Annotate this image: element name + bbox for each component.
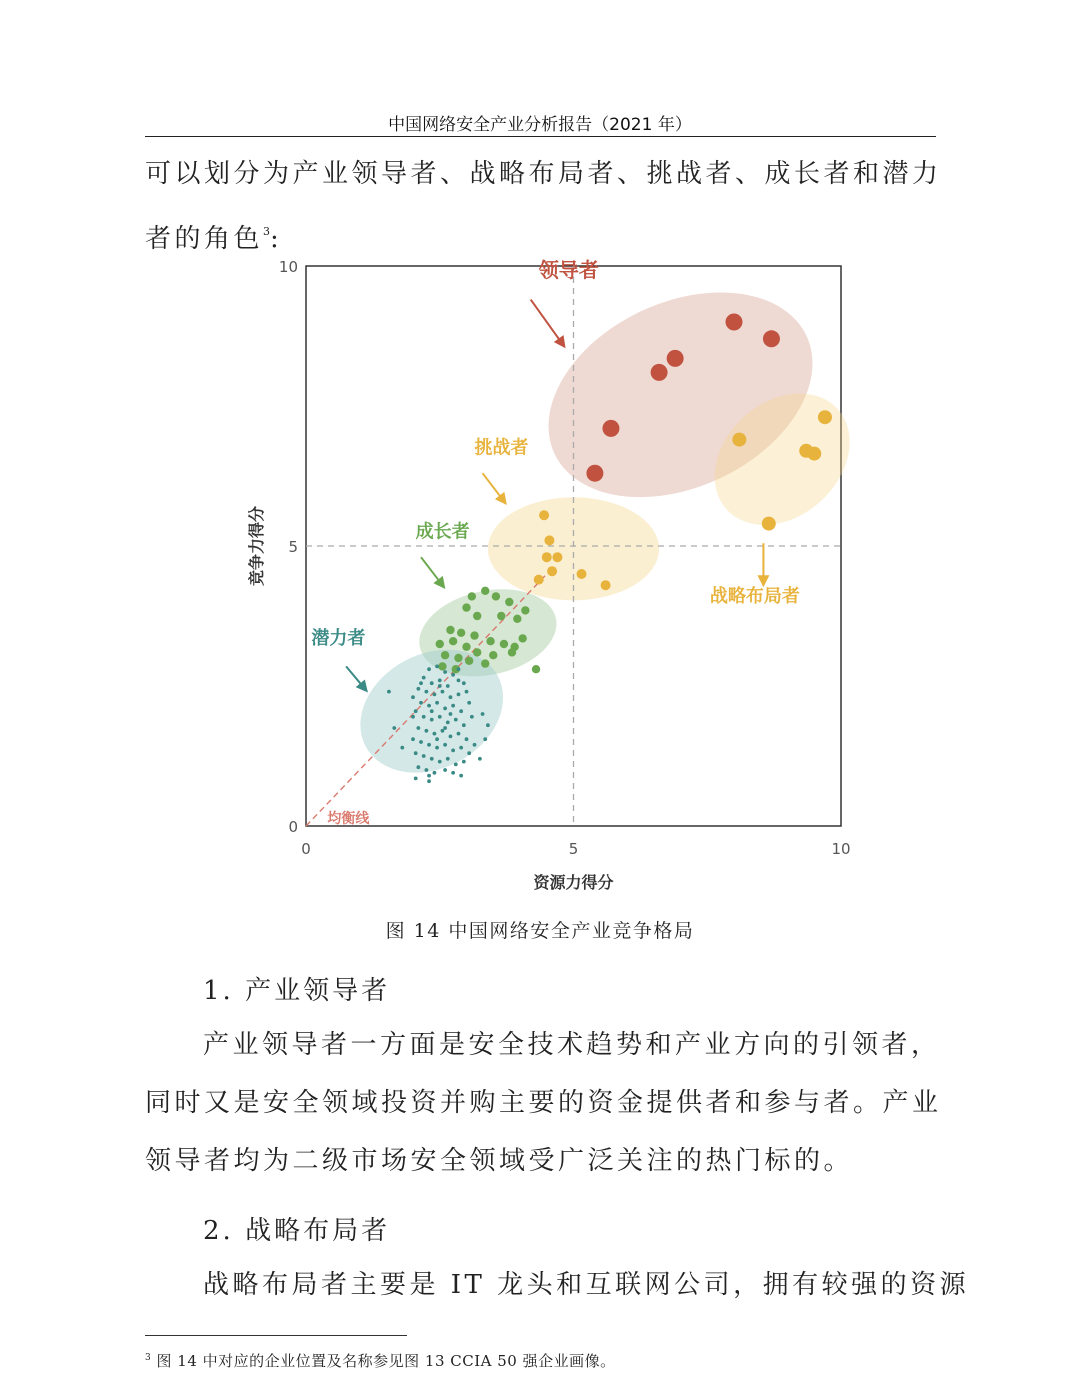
data-point-grower-23 [454, 654, 462, 662]
data-point-grower-12 [486, 637, 494, 645]
data-point-potential-2 [443, 670, 447, 674]
data-point-potential-41 [427, 743, 431, 747]
data-point-potential-17 [411, 695, 415, 699]
data-point-grower-20 [489, 651, 497, 659]
data-point-potential-12 [433, 693, 437, 697]
data-point-potential-18 [419, 701, 423, 705]
data-point-potential-69 [473, 743, 477, 747]
x-tick-label-2: 10 [831, 840, 851, 858]
section2-paragraph [203, 1256, 1003, 1314]
data-point-leader-4 [726, 314, 743, 331]
data-point-potential-60 [414, 777, 418, 781]
footnote [145, 1350, 616, 1371]
data-point-grower-16 [436, 640, 444, 648]
footnote-mark: 3 [145, 1353, 152, 1363]
data-point-challenger-7 [601, 580, 611, 590]
data-point-challenger-2 [542, 552, 552, 562]
data-point-potential-79 [457, 667, 461, 671]
data-point-potential-36 [441, 729, 445, 733]
data-point-potential-55 [424, 768, 428, 772]
data-point-potential-61 [427, 779, 431, 783]
data-point-grower-15 [518, 634, 526, 642]
data-point-potential-45 [459, 746, 463, 750]
data-point-grower-17 [449, 637, 457, 645]
group-arrow-grower [421, 557, 442, 585]
data-point-potential-24 [467, 701, 471, 705]
data-point-grower-13 [500, 640, 508, 648]
x-tick-label-0: 0 [301, 840, 311, 858]
data-point-grower-1 [481, 587, 489, 595]
data-point-potential-54 [416, 765, 420, 769]
data-point-leader-1 [602, 420, 619, 437]
data-point-grower-24 [465, 657, 473, 665]
group-arrow-challenger [483, 473, 504, 501]
data-point-potential-1 [435, 665, 439, 669]
data-point-challenger-5 [534, 575, 544, 585]
data-point-potential-71 [483, 737, 487, 741]
chart-svg [240, 258, 880, 898]
data-point-strategic-2 [807, 447, 821, 461]
intro-line-2-end: : [270, 224, 283, 254]
data-point-potential-9 [462, 681, 466, 685]
data-point-potential-23 [459, 709, 463, 713]
data-point-grower-19 [473, 648, 481, 656]
y-tick-label-0: 0 [288, 818, 298, 836]
data-point-potential-28 [438, 715, 442, 719]
data-point-potential-32 [470, 715, 474, 719]
data-point-potential-29 [446, 721, 450, 725]
data-point-potential-40 [419, 740, 423, 744]
data-point-grower-26 [438, 662, 446, 670]
data-point-potential-8 [446, 684, 450, 688]
data-point-potential-27 [430, 718, 434, 722]
data-point-potential-22 [451, 704, 455, 708]
balance-line-label: 均衡线 [327, 811, 370, 828]
data-point-potential-76 [411, 715, 415, 719]
footnote-text: 图 14 中对应的企业位置及名称参见图 13 CCIA 50 强企业画像。 [151, 1352, 616, 1370]
data-point-potential-30 [454, 718, 458, 722]
section1-paragraph [145, 1016, 945, 1190]
data-point-grower-22 [441, 651, 449, 659]
data-point-grower-0 [468, 592, 476, 600]
x-axis-label: 资源力得分 [533, 873, 614, 892]
data-point-grower-9 [446, 626, 454, 634]
data-point-potential-38 [457, 732, 461, 736]
data-point-potential-67 [411, 737, 415, 741]
data-point-challenger-0 [539, 510, 549, 520]
data-point-grower-21 [508, 648, 516, 656]
data-point-grower-4 [462, 603, 470, 611]
data-point-potential-42 [435, 746, 439, 750]
data-point-challenger-3 [552, 552, 562, 562]
data-point-potential-19 [427, 704, 431, 708]
data-point-potential-59 [459, 774, 463, 778]
data-point-potential-15 [457, 693, 461, 697]
data-point-potential-44 [451, 749, 455, 753]
y-tick-label-1: 5 [288, 538, 298, 556]
data-point-potential-4 [457, 679, 461, 683]
data-point-potential-47 [414, 751, 418, 755]
data-point-potential-31 [462, 723, 466, 727]
data-point-potential-51 [446, 757, 450, 761]
data-point-leader-0 [586, 465, 603, 482]
data-point-grower-8 [521, 606, 529, 614]
data-point-potential-48 [422, 754, 426, 758]
data-point-potential-68 [427, 774, 431, 778]
data-point-grower-2 [492, 592, 500, 600]
page-header-title: 中国网络安全产业分析报告（2021 年） [388, 115, 692, 135]
data-point-potential-74 [430, 709, 434, 713]
section1-line-2: 同时又是安全领域投资并购主要的资金提供者和参与者。产业 [145, 1088, 942, 1118]
data-point-leader-3 [667, 350, 684, 367]
data-point-strategic-3 [818, 410, 832, 424]
data-point-potential-50 [438, 760, 442, 764]
group-label-grower: 成长者 [415, 521, 470, 543]
data-point-potential-63 [486, 723, 490, 727]
data-point-potential-78 [435, 737, 439, 741]
data-point-potential-37 [449, 735, 453, 739]
data-point-potential-14 [449, 695, 453, 699]
y-tick-label-2: 10 [278, 258, 298, 276]
data-point-leader-2 [651, 364, 668, 381]
data-point-potential-10 [416, 687, 420, 691]
intro-line-1: 可以划分为产业领导者、战略布局者、挑战者、成长者和潜力 [145, 159, 942, 189]
data-point-grower-11 [470, 631, 478, 639]
data-point-grower-7 [513, 615, 521, 623]
data-point-leader-5 [763, 330, 780, 347]
group-arrow-leader [531, 300, 563, 345]
data-point-grower-3 [505, 598, 513, 606]
group-label-leader: 领导者 [538, 258, 599, 283]
data-point-potential-57 [443, 768, 447, 772]
data-point-potential-16 [465, 690, 469, 694]
data-point-potential-73 [438, 684, 442, 688]
data-point-potential-62 [481, 712, 485, 716]
data-point-potential-0 [427, 667, 431, 671]
data-point-potential-13 [441, 690, 445, 694]
footnote-ref[interactable]: 3 [263, 225, 271, 238]
data-point-challenger-1 [544, 535, 554, 545]
data-point-grower-10 [457, 629, 465, 637]
data-point-potential-35 [433, 732, 437, 736]
data-point-potential-25 [414, 709, 418, 713]
data-point-potential-64 [387, 690, 391, 694]
data-point-potential-33 [416, 726, 420, 730]
x-tick-label-1: 5 [568, 840, 579, 858]
data-point-potential-20 [435, 701, 439, 705]
data-point-potential-65 [392, 726, 396, 730]
competition-chart [240, 258, 880, 898]
section1-line-1: 产业领导者一方面是安全技术趋势和产业方向的引领者， [203, 1030, 941, 1060]
intro-line-2: 者的角色 [145, 224, 264, 254]
data-point-potential-66 [400, 746, 404, 750]
figure-caption: 图 14 中国网络安全产业竞争格局 [385, 920, 695, 942]
data-point-potential-75 [443, 726, 447, 730]
group-label-challenger: 挑战者 [474, 437, 529, 459]
group-label-potential: 潜力者 [311, 628, 366, 649]
data-point-potential-53 [462, 760, 466, 764]
y-axis-label: 竞争力得分 [247, 505, 266, 587]
data-point-potential-39 [465, 737, 469, 741]
data-point-potential-58 [451, 771, 455, 775]
section2-line-1: 战略布局者主要是 IT 龙头和互联网公司，拥有较强的资源 [203, 1270, 970, 1300]
data-point-potential-46 [467, 751, 471, 755]
data-point-strategic-4 [762, 517, 776, 531]
data-point-potential-77 [449, 712, 453, 716]
group-label-strategic: 战略布局者 [709, 586, 800, 607]
group-arrow-potential [346, 666, 365, 688]
data-point-challenger-4 [547, 566, 557, 576]
data-point-grower-5 [473, 612, 481, 620]
data-point-potential-72 [419, 681, 423, 685]
data-point-potential-56 [433, 771, 437, 775]
data-point-potential-70 [478, 757, 482, 761]
data-point-challenger-6 [577, 569, 587, 579]
data-point-grower-6 [497, 612, 505, 620]
header-rule [145, 136, 936, 137]
intro-paragraph [145, 145, 945, 268]
section1-heading: 1. 产业领导者 [203, 976, 391, 1006]
data-point-potential-43 [443, 743, 447, 747]
section2-heading: 2. 战略布局者 [203, 1216, 391, 1246]
data-point-potential-6 [430, 681, 434, 685]
footnote-rule [145, 1335, 407, 1336]
data-point-potential-34 [424, 729, 428, 733]
data-point-strategic-0 [732, 433, 746, 447]
data-point-potential-52 [454, 763, 458, 767]
data-point-potential-5 [422, 676, 426, 680]
data-point-potential-11 [424, 690, 428, 694]
data-point-grower-18 [462, 643, 470, 651]
data-point-grower-25 [481, 659, 489, 667]
section1-line-3: 领导者均为二级市场安全领域受广泛关注的热门标的。 [145, 1146, 854, 1176]
data-point-potential-26 [422, 715, 426, 719]
data-point-potential-3 [451, 673, 455, 677]
data-point-potential-21 [443, 707, 447, 711]
data-point-potential-7 [438, 679, 442, 683]
data-point-potential-49 [430, 757, 434, 761]
data-point-grower-28 [532, 665, 540, 673]
